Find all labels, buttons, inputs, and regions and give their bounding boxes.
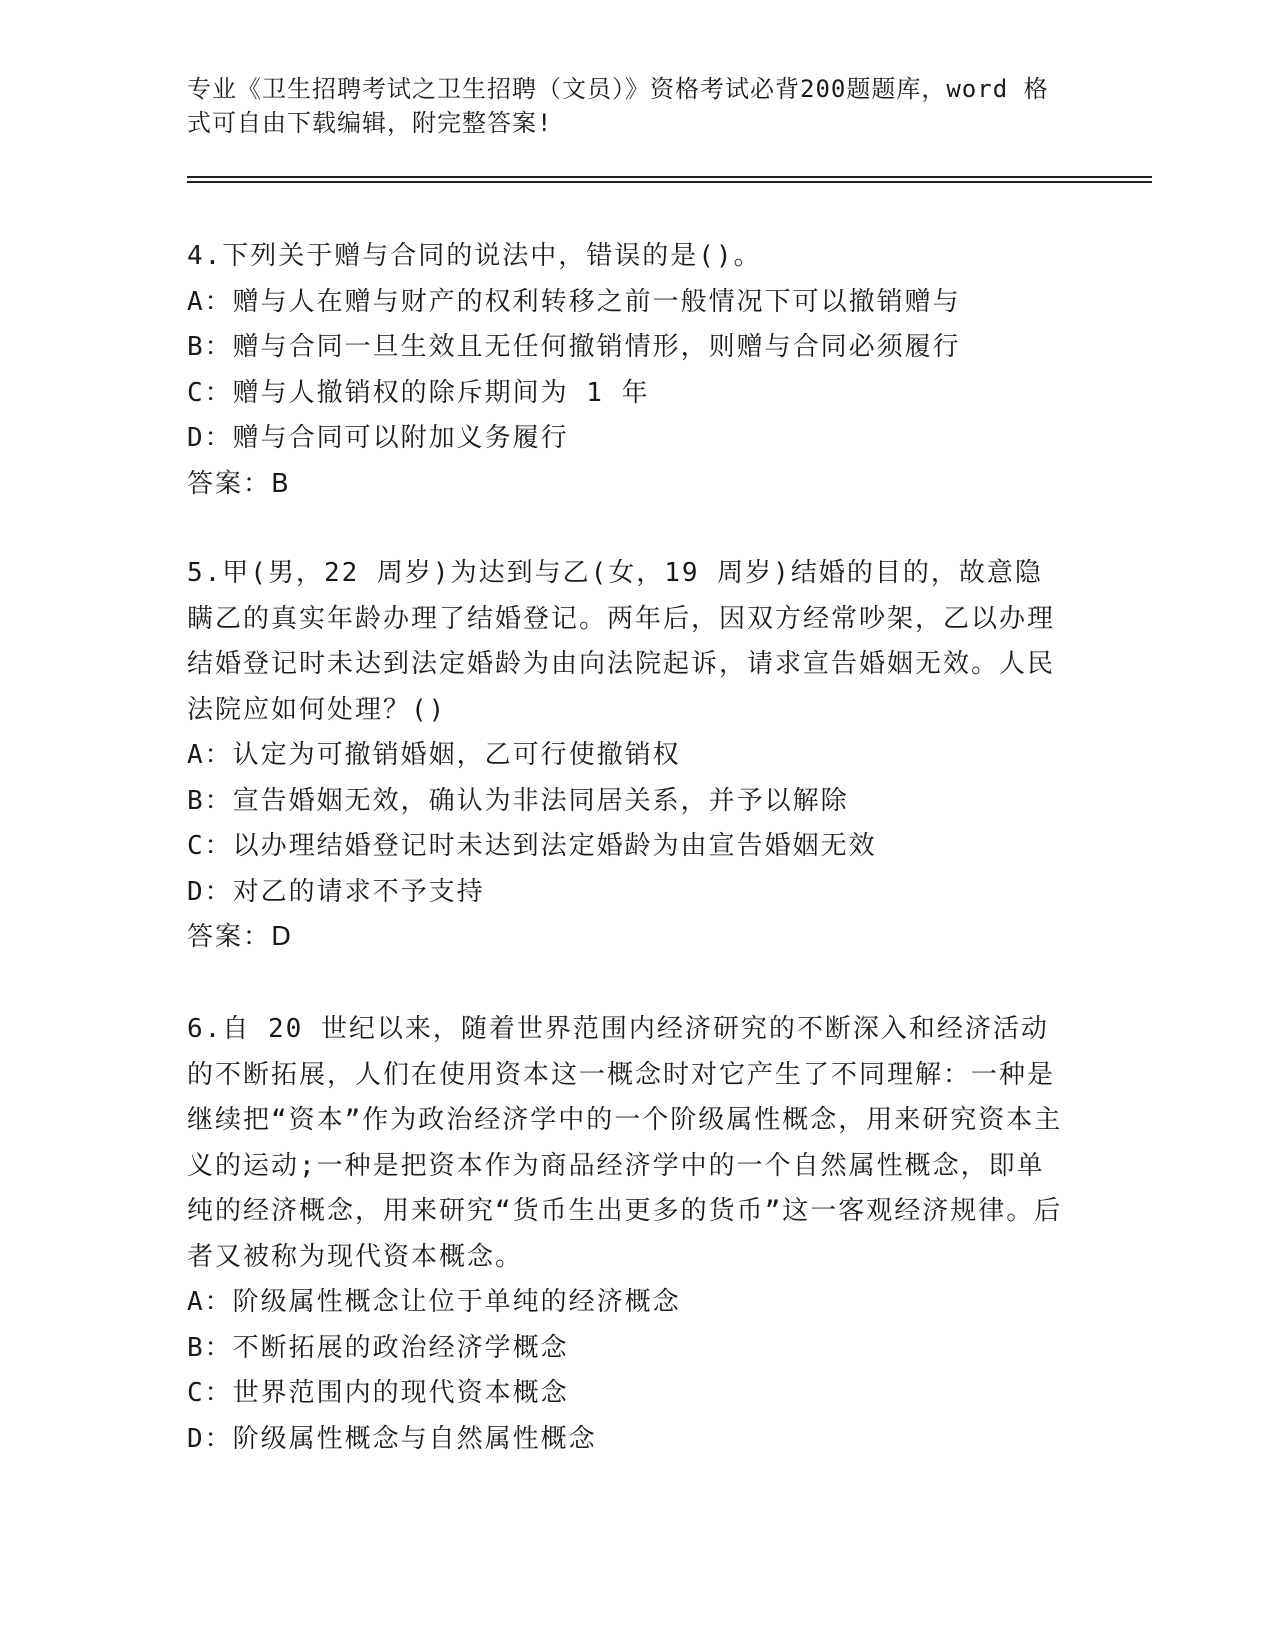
- question-4: [187, 234, 1067, 507]
- option-c: C：以办理结婚登记时未达到法定婚龄为由宣告婚姻无效: [187, 831, 877, 861]
- option-d: D：赠与合同可以附加义务履行: [187, 423, 569, 453]
- option-a: A：赠与人在赠与财产的权利转移之前一般情况下可以撤销赠与: [187, 286, 961, 317]
- question-5: [187, 551, 1067, 961]
- option-d: D：对乙的请求不予支持: [187, 876, 485, 907]
- option-c: C：赠与人撤销权的除斥期间为 1 年: [187, 377, 650, 408]
- option-c: C：世界范围内的现代资本概念: [187, 1378, 569, 1408]
- answer-line: 答案：B: [187, 468, 291, 499]
- answer-line: 答案：D: [187, 922, 294, 952]
- option-b: B：赠与合同一旦生效且无任何撤销情形，则赠与合同必须履行: [187, 332, 961, 362]
- question-stem: 5.甲(男，22 周岁)为达到与乙(女，19 周岁)结婚的目的，故意隐瞒乙的真实年龄办理了结婚登记。两年后，因双方经常吵架，乙以办理结婚登记时未达到法定婚龄为由向法院起诉，请求宣告婚姻无效。人民法院应如何处理？(): [187, 558, 1056, 725]
- option-a: A：认定为可撤销婚姻，乙可行使撤销权: [187, 740, 681, 770]
- question-stem: 4.下列关于赠与合同的说法中，错误的是()。: [187, 241, 762, 271]
- option-d: D：阶级属性概念与自然属性概念: [187, 1423, 597, 1454]
- document-header: [187, 72, 1067, 140]
- option-a: A：阶级属性概念让位于单纯的经济概念: [187, 1287, 681, 1317]
- header-divider-bottom: [187, 181, 1152, 183]
- option-b: B：不断拓展的政治经济学概念: [187, 1332, 569, 1363]
- header-title: 专业《卫生招聘考试之卫生招聘（文员）》资格考试必背200题题库，word 格式可自由下载编辑，附完整答案!: [187, 75, 1049, 137]
- question-6: [187, 1007, 1067, 1462]
- header-divider-top: [187, 176, 1152, 178]
- option-b: B：宣告婚姻无效，确认为非法同居关系，并予以解除: [187, 785, 849, 816]
- question-stem: 6.自 20 世纪以来，随着世界范围内经济研究的不断深入和经济活动的不断拓展，人们在使用资本这一概念时对它产生了不同理解：一种是继续把“资本”作为政治经济学中的一个阶级属性概念，用来研究资本主义的运动;一种是把资本作为商品经济学中的一个自然属性概念，即单纯的经济概念，用来研究“货币生出更多的货币”这一客观经济规律。后者又被称为现代资本概念。: [187, 1014, 1063, 1272]
